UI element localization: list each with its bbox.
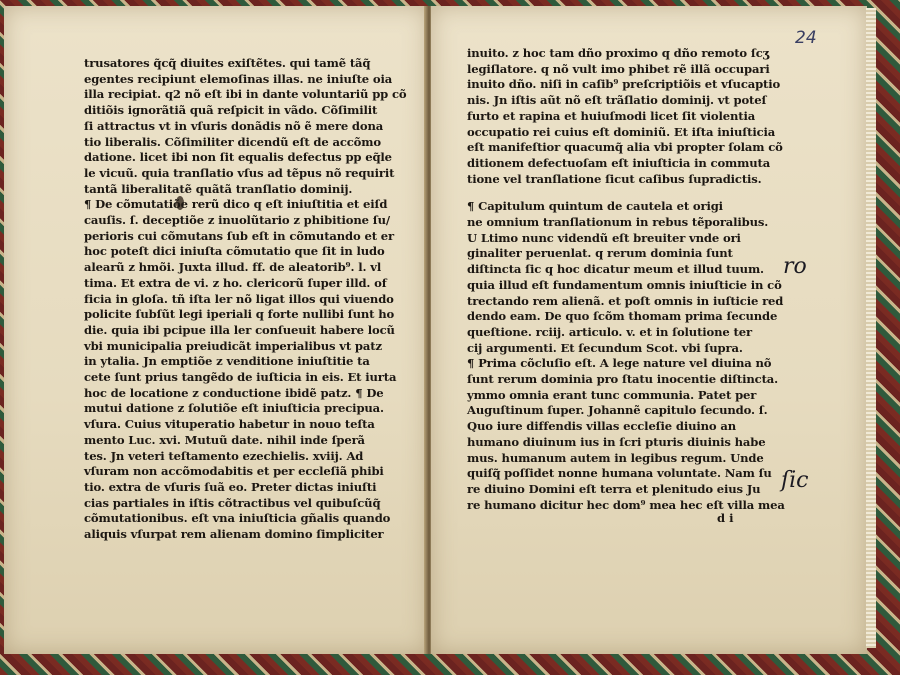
text-line: tes. Jn veteri teſtamento ezechielis. xviij. Ad (84, 448, 364, 463)
text-line: ¶ Capitulum quintum de cautela et origi (467, 199, 723, 214)
text-line: Auguſtinum ſuper. Johannẽ capitulo ſecundo. ſ. (467, 403, 768, 418)
text-line: le vicuũ. quia tranſlatio vſus ad tẽpus nõ requirit (84, 165, 395, 180)
text-line: trectando rem alienã. et poſt omnis in iuſticie red (467, 293, 784, 308)
folio-number: 24 (795, 28, 817, 48)
text-line: hoc poteſt dici iniuſta cõmutatio que ſit in ludo (84, 244, 385, 259)
text-line: alearũ z hmõi. Juxta illud. ff. de aleatorib⁹. l. vl (84, 260, 382, 275)
text-line: tio. extra de vſuris ſuã eo. Preter dictas iniuſti (84, 479, 377, 494)
text-line: inuito dño. niſi in caſib⁹ preſcriptiõis et vſucaptio (467, 77, 781, 92)
text-line: eſt manifeſtior quacumq̃ alia vbi propter ſolam cõ (467, 140, 783, 155)
text-line: ymmo omnia erant tunc communia. Patet per (467, 387, 757, 402)
page-fore-edge (866, 8, 876, 648)
text-line: egentes recipiunt elemoſinas illas. ne iniuſte oia (84, 71, 393, 86)
text-line: mento Luc. xvi. Mutuũ date. nihil inde ſperã (84, 432, 365, 447)
text-line: cete ſunt prius tangẽdo de iuſticia in eis. Et iurta (84, 370, 397, 385)
marginal-note-1: ro (783, 254, 807, 279)
text-line: ditiõis ignorãtiã quã reſpicit in vãdo. Cõſimilit (84, 103, 378, 118)
text-line: datione. licet ibi non ſit equalis defectus pp eq̃le (84, 150, 392, 165)
text-line: aliquis vſurpat rem alienam domino ſimpliciter (84, 527, 384, 542)
text-line: tantã liberalitatẽ quãtã tranſlatio dominij. (84, 181, 353, 196)
paragraph-gap (467, 187, 785, 199)
left-page (4, 6, 429, 654)
text-line: mus. humanum autem in legibus regum. Unde (467, 450, 764, 465)
text-line: vbi municipalia preiudicãt imperialibus vt patz (84, 338, 382, 353)
text-line: ginaliter peruenlat. q rerum dominia ſunt (467, 246, 733, 261)
text-line: humano diuinum ius in ſcri pturis diuinis habe (467, 434, 766, 449)
text-line: perioris cui cõmutans ſub eſt in cõmutando et er (84, 228, 394, 243)
right-page (430, 6, 867, 654)
text-line: tione vel tranſlatione ſicut caſibus ſupradictis. (467, 171, 762, 186)
text-line: ditionem defectuoſam eſt iniuſticia in commuta (467, 155, 771, 170)
text-line: illa recipiat. q2 nõ eſt ibi in dante voluntariũ pp cõ (84, 87, 407, 102)
text-line: cõmutationibus. eſt vna iniuſticia gñalis quando (84, 511, 391, 526)
text-line: occupatio rei cuius eſt dominiũ. Et iſta iniuſticia (467, 124, 776, 139)
left-page-text (84, 56, 406, 543)
text-line: ſi attractus vt in vſuris donãdis nõ ẽ mere dona (84, 118, 384, 133)
text-line: ficia in gloſa. tñ iſta ler nõ ligat illos qui viuendo (84, 291, 394, 306)
text-line: ſunt rerum dominia pro ſtatu inocentie diſtincta. (467, 372, 779, 387)
text-line: ¶ Prima cõcluſio eſt. A lege nature vel diuina nõ (467, 356, 772, 371)
catchword: d i (717, 511, 734, 525)
right-page-chapter-five (467, 199, 785, 513)
text-line: cias partiales in iſtis cõtractibus vel quibuſcũq̃ (84, 495, 381, 510)
right-page-top-paragraph (467, 46, 785, 187)
text-line: dendo eam. De quo ſcõm thomam prima ſecunde (467, 309, 778, 324)
right-page-text (467, 46, 785, 513)
text-line: vſura. Cuius vituperatio habetur in nouo teſta (84, 417, 375, 432)
text-line: quia illud eſt fundamentum omnis iniuſticie in cõ (467, 277, 782, 292)
text-line: queſtione. rciij. articulo. v. et in ſolutione ter (467, 324, 752, 339)
text-line: ¶ De cõmutatiõe rerũ dico q eſt iniuſtitia et eiſd (84, 197, 388, 212)
text-line: re diuino Domini eſt terra et plenitudo eius Ju (467, 481, 761, 496)
text-line: re humano dicitur hec dom⁹ mea hec eſt villa mea (467, 497, 785, 512)
text-line: mutui datione z ſolutiõe eſt iniuſticia precipua. (84, 401, 384, 416)
text-line: policite ſubſũt legi iperiali q forte nullibi ſunt ho (84, 307, 395, 322)
marginal-note-2: ſic (781, 468, 809, 493)
text-line: cauſis. ſ. deceptiõe z inuolũtario z phibitione ſu/ (84, 213, 390, 228)
text-line: hoc de locatione z conductione ibidẽ patz. ¶ De (84, 385, 384, 400)
text-line: U Ltimo nunc videndũ eſt breuiter vnde ori (467, 230, 741, 245)
text-line: diſtincta ſic q hoc dicatur meum et illud tuum. (467, 262, 764, 277)
text-line: vſuram non accõmodabitis et per eccleſiã phibi (84, 464, 384, 479)
text-line: quiſq̃ poſſidet nonne humana voluntate. Nam ſu (467, 466, 772, 481)
text-line: tima. Et extra de vi. z ho. clericorũ ſuper illd. of (84, 275, 387, 290)
text-line: legiſlatore. q nõ vult imo phibet rẽ illã occupari (467, 61, 770, 76)
text-line: furto et rapina et huiuſmodi licet ſit violentia (467, 108, 756, 123)
text-line: ne omnium tranſlationum in rebus tẽporalibus. (467, 215, 769, 230)
text-line: nis. Jn iſtis aũt nõ eſt trãſlatio dominij. vt poteſ (467, 93, 767, 108)
text-line: in ytalia. Jn emptiõe z venditione iniuſtitie ta (84, 354, 370, 369)
text-line: cij argumenti. Et ſecundum Scot. vbi ſupra. (467, 340, 743, 355)
text-line: tio liberalis. Cõſimiliter dicendũ eſt de accõmo (84, 134, 381, 149)
text-line: trusatores q̃cq̃ diuites exiſtẽtes. qui tamẽ tãq̃ (84, 56, 371, 70)
text-line: Quo iure diffendis villas eccleſie diuino an (467, 419, 737, 434)
text-line: inuito. z hoc tam dño proximo q dño remoto ſcʒ (467, 46, 770, 60)
text-line: die. quia ibi pcipue illa ler conſueuit habere locũ (84, 322, 395, 337)
